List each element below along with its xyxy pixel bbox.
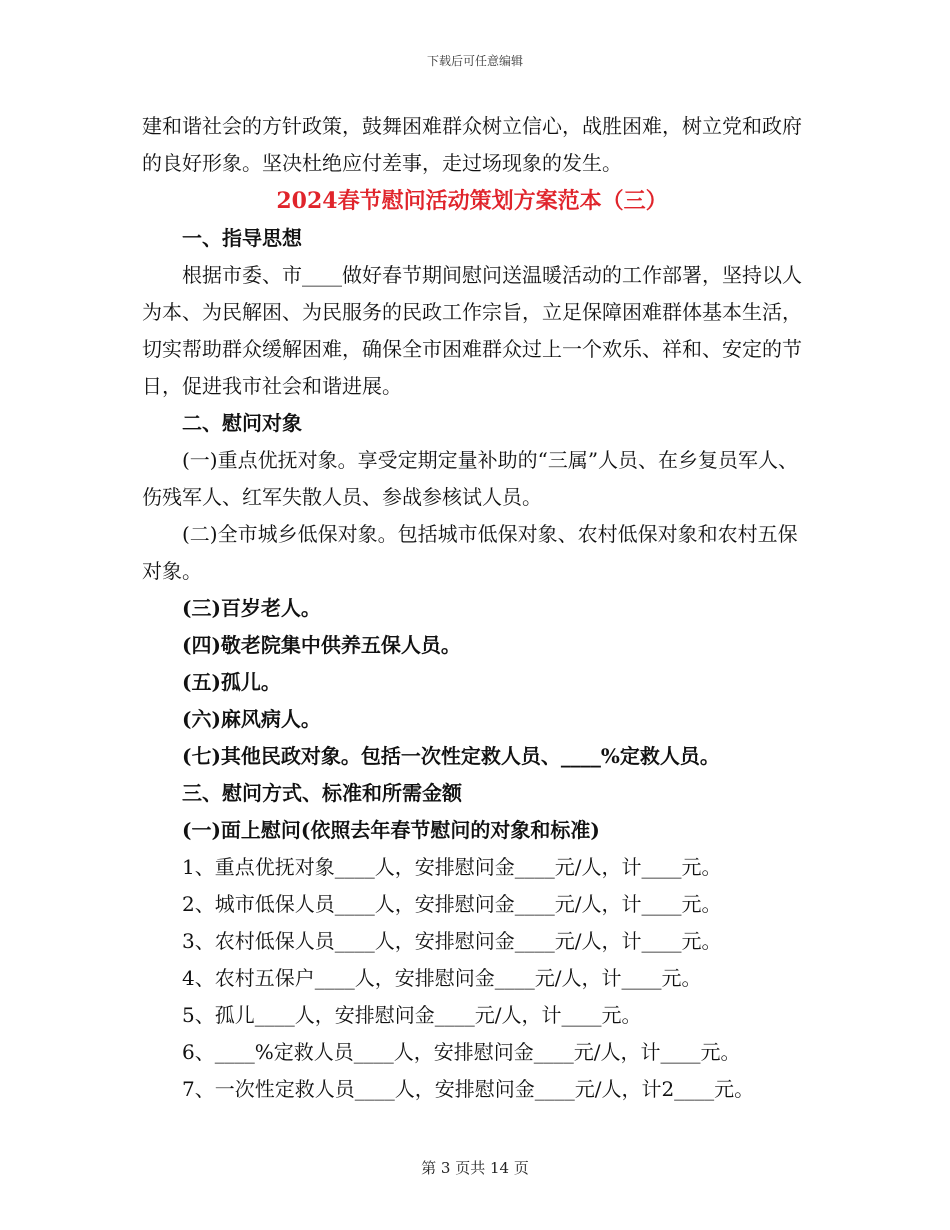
page-header: 下载后可任意编辑 — [426, 54, 523, 68]
intro-paragraph: 建和谐社会的方针政策，鼓舞困难群众树立信心，战胜困难，树立党和政府的良好形象。坚决杜绝应付差事，走过场现象的发生。 — [142, 114, 802, 175]
section3-heading: 三、慰问方式、标准和所需金额 — [182, 781, 462, 805]
amount-line-2: 2、城市低保人员____人，安排慰问金____元/人，计____元。 — [182, 892, 722, 916]
target-item-3: (三)百岁老人。 — [182, 596, 321, 620]
section3-sub1: (一)面上慰问(依照去年春节慰问的对象和标准) — [182, 818, 600, 842]
amount-line-4: 4、农村五保户____人，安排慰问金____元/人，计____元。 — [182, 966, 702, 990]
page-footer: 第 3 页共 14 页 — [421, 1159, 529, 1177]
section1-body: 根据市委、市____做好春节期间慰问送温暖活动的工作部署，坚持以人为本、为民解困、为民服务的民政工作宗旨，立足保障困难群体基本生活，切实帮助群众缓解困难，确保全市困难群众过上一个欢乐、祥和、安定的节日，促进我市社会和谐进展。 — [142, 263, 802, 398]
target-item-2: (二)全市城乡低保对象。包括城市低保对象、农村低保对象和农村五保对象。 — [142, 522, 798, 583]
target-item-6: (六)麻风病人。 — [182, 707, 321, 731]
amount-line-3: 3、农村低保人员____人，安排慰问金____元/人，计____元。 — [182, 929, 722, 953]
document-title: 2024春节慰问活动策划方案范本（三） — [276, 188, 668, 214]
target-item-7: (七)其他民政对象。包括一次性定救人员、____%定救人员。 — [182, 744, 720, 768]
amount-line-1: 1、重点优抚对象____人，安排慰问金____元/人，计____元。 — [182, 855, 722, 879]
target-item-1: (一)重点优抚对象。享受定期定量补助的“三属”人员、在乡复员军人、伤残军人、红军失散人员、参战参核试人员。 — [142, 448, 799, 509]
amount-line-6: 6、____%定救人员____人，安排慰问金____元/人，计____元。 — [182, 1040, 741, 1064]
section2-heading: 二、慰问对象 — [182, 411, 302, 435]
section1-heading: 一、指导思想 — [182, 226, 302, 250]
amount-line-5: 5、孤儿____人，安排慰问金____元/人，计____元。 — [182, 1003, 642, 1027]
amount-line-7: 7、一次性定救人员____人，安排慰问金____元/人，计2____元。 — [182, 1077, 755, 1101]
target-item-4: (四)敬老院集中供养五保人员。 — [182, 633, 461, 657]
document-body — [142, 108, 802, 1108]
target-item-5: (五)孤儿。 — [182, 670, 281, 694]
